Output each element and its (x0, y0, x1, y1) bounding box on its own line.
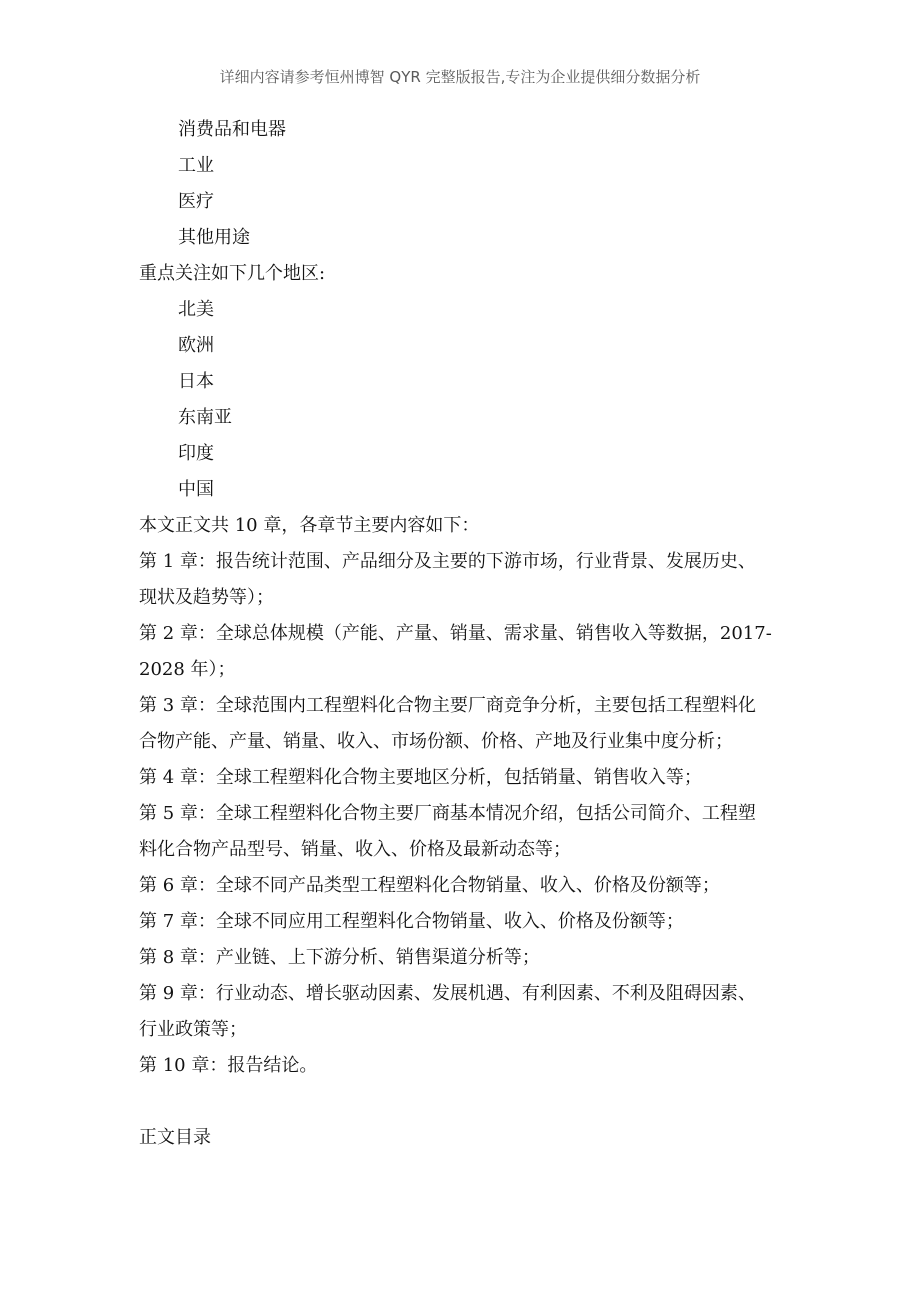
region-item: 东南亚 (178, 407, 232, 428)
chapter-line: 2028 年）； (139, 659, 236, 680)
chapter-line: 第 4 章：全球工程塑料化合物主要地区分析，包括销量、销售收入等； (139, 767, 702, 788)
chapter-line: 第 5 章：全球工程塑料化合物主要厂商基本情况介绍，包括公司简介、工程塑 (139, 803, 756, 824)
region-item: 欧洲 (178, 335, 214, 356)
region-item: 日本 (178, 371, 214, 392)
application-item: 其他用途 (178, 227, 250, 248)
regions-intro: 重点关注如下几个地区: (139, 263, 326, 284)
chapter-line: 第 6 章：全球不同产品类型工程塑料化合物销量、收入、价格及份额等； (139, 875, 720, 896)
application-item: 消费品和电器 (178, 119, 286, 140)
chapter-line: 第 3 章：全球范围内工程塑料化合物主要厂商竞争分析，主要包括工程塑料化 (139, 695, 756, 716)
chapter-line: 第 8 章：产业链、上下游分析、销售渠道分析等； (139, 947, 540, 968)
chapter-line: 合物产能、产量、销量、收入、市场份额、价格、产地及行业集中度分析； (139, 731, 733, 752)
chapter-line: 第 7 章：全球不同应用工程塑料化合物销量、收入、价格及份额等； (139, 911, 684, 932)
application-item: 工业 (178, 155, 214, 176)
chapter-line: 料化合物产品型号、销量、收入、价格及最新动态等； (139, 839, 571, 860)
chapter-line: 行业政策等； (139, 1019, 247, 1040)
application-item: 医疗 (178, 191, 214, 212)
chapter-line: 第 2 章：全球总体规模（产能、产量、销量、需求量、销售收入等数据，2017- (139, 623, 772, 644)
chapters-intro: 本文正文共 10 章，各章节主要内容如下： (139, 515, 480, 536)
page-header: 详细内容请参考恒州博智 QYR 完整版报告,专注为企业提供细分数据分析 (219, 68, 701, 86)
toc-title: 正文目录 (139, 1127, 211, 1148)
region-item: 中国 (178, 479, 214, 500)
chapter-line: 现状及趋势等）； (139, 587, 274, 608)
region-item: 北美 (178, 299, 214, 320)
region-item: 印度 (178, 443, 214, 464)
chapter-line: 第 10 章：报告结论。 (139, 1055, 318, 1076)
chapter-line: 第 1 章：报告统计范围、产品细分及主要的下游市场，行业背景、发展历史、 (139, 551, 756, 572)
chapter-line: 第 9 章：行业动态、增长驱动因素、发展机遇、有利因素、不利及阻碍因素、 (139, 983, 756, 1004)
